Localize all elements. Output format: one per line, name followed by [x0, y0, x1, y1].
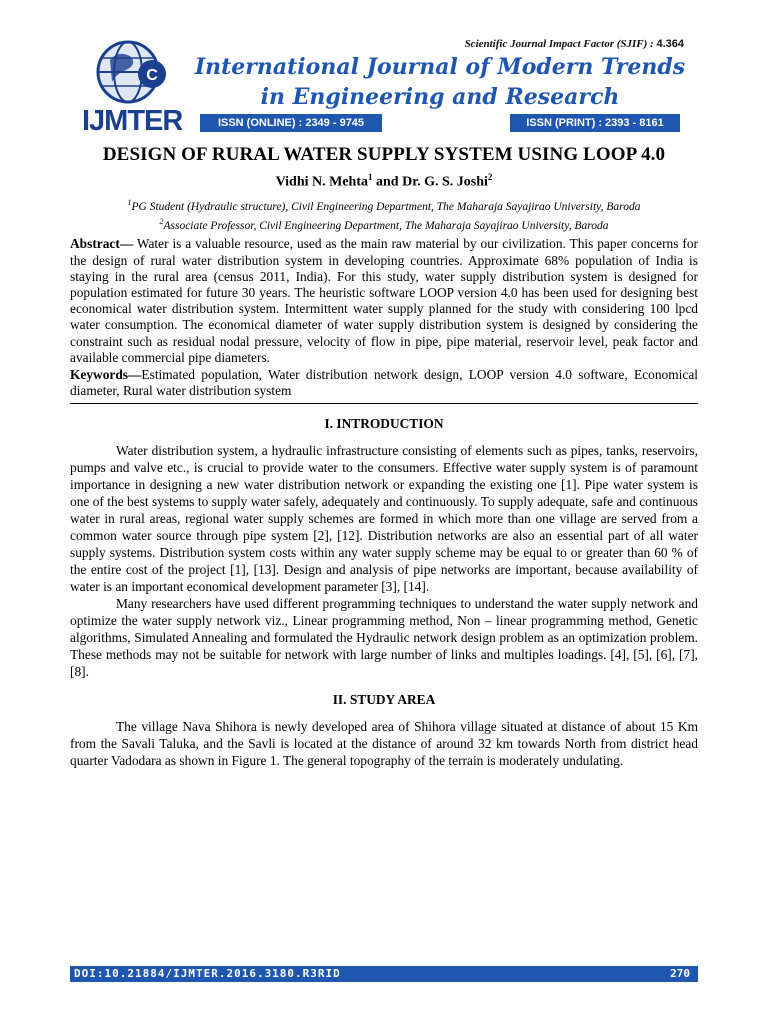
author-superscript: 1: [368, 172, 373, 182]
author-line: [70, 172, 698, 191]
journal-title: International Journal of Modern Trends in Engineering and Research: [194, 54, 686, 110]
section-heading: II. STUDY AREA: [332, 692, 436, 708]
issn-print-badge: ISSN (PRINT) : 2393 - 8161: [510, 114, 680, 132]
affiliation: [70, 195, 698, 215]
paragraph: The village Nava Shihora is newly developed area of Shihora village situated at distance of about 15 Km from the Savali Taluka, and the Savli is located at the distance of around 32 km towards North from district head quarter Vadodara as shown in Figure 1. The general topography of the terrain is moderately undulating.: [70, 719, 698, 769]
author-name: Vidhi N. Mehta: [275, 174, 368, 190]
affiliation-superscript: 1: [127, 197, 132, 207]
affiliation-superscript: 2: [159, 217, 164, 227]
affiliation-text: Associate Professor, Civil Engineering Department, The Maharaja Sayajirao University, Baroda: [163, 220, 609, 233]
paper-title: DESIGN OF RURAL WATER SUPPLY SYSTEM USING LOOP 4.0: [102, 144, 666, 165]
abstract-divider: [70, 403, 698, 404]
impact-factor-label: Scientific Journal Impact Factor (SJIF) :: [464, 38, 654, 50]
affiliation-text: PG Student (Hydraulic structure), Civil Engineering Department, The Maharaja Sayajirao University, Baroda: [131, 200, 641, 213]
impact-factor-value: 4.364: [656, 38, 684, 50]
paragraph: Many researchers have used different programming techniques to understand the water supply network and optimize the water supply network viz., Linear programming method, Non – linear programming method, Genetic algorithms, Simulated Annealing and formulated the Hydraulic network design problem as an optimization problem. These methods may not be suitable for network with large number of links and multiples loadings. [4], [5], [6], [7], [8].: [70, 596, 698, 680]
logo-wordmark: IJMTER: [82, 105, 183, 137]
keywords: [70, 367, 698, 399]
paragraph: Water distribution system, a hydraulic infrastructure consisting of elements such as pipes, tanks, reservoirs, pumps and valve etc., is crucial to provide water to the consumers. Effective water supply system is of paramount importance in designing a new water distribution network or expanding the existing one [1]. Pipe water system is one of the best systems to supply water safely, adequately and continuously. To supply adequate, safe and continuous water in rural areas, regional water supply schemes are formed in which more than one village are served from a common water source through pipe system [2], [12]. Distribution networks are also an essential part of all water supply systems. Distribution system costs within any water supply scheme may be equal to or greater than 60 % of the entire cost of the project [1], [13]. Design and analysis of pipe networks are important, because availability of water is an important economical development parameter [3], [14].: [70, 443, 698, 595]
abstract: [70, 236, 698, 366]
section-heading: I. INTRODUCTION: [324, 416, 444, 432]
paper-body: [70, 144, 698, 769]
abstract-label: Abstract—: [70, 236, 134, 252]
page-footer: [70, 966, 698, 982]
keywords-label: Keywords—: [70, 366, 142, 382]
impact-factor: [465, 38, 684, 50]
author-superscript: 2: [487, 172, 493, 182]
page-number: 270: [670, 967, 690, 980]
journal-header: [0, 0, 768, 140]
author-join: and: [372, 174, 403, 190]
keywords-text: Estimated population, Water distribution network design, LOOP version 4.0 software, Economical diameter, Rural water distribution system: [70, 366, 698, 399]
doi: DOI:10.21884/IJMTER.2016.3180.R3RID: [74, 967, 341, 980]
affiliation: [70, 214, 698, 234]
abstract-text: Water is a valuable resource, used as the main raw material by our civilization. This paper concerns for the design of rural water distribution system in developing countries. Approximate 68% population of India is staying in the rural area (census 2011, India). For this study, water supply distribution system is designed for population estimated for future 30 years. The heuristic software LOOP version 4.0 has been used for designing best economical water distribution system. Intermittent water supply planned for the study with considering 100 lpcd water consumption. The economical diameter of water supply distribution system is designed by considering the constraint such as residual nodal pressure, velocity of flow in pipe, pipe material, reservoir level, peak factor and available commercial pipe diameters.: [70, 236, 698, 365]
svg-text:C: C: [146, 67, 158, 84]
author-name: Dr. G. S. Joshi: [402, 174, 488, 190]
issn-online-badge: ISSN (ONLINE) : 2349 - 9745: [200, 114, 382, 132]
